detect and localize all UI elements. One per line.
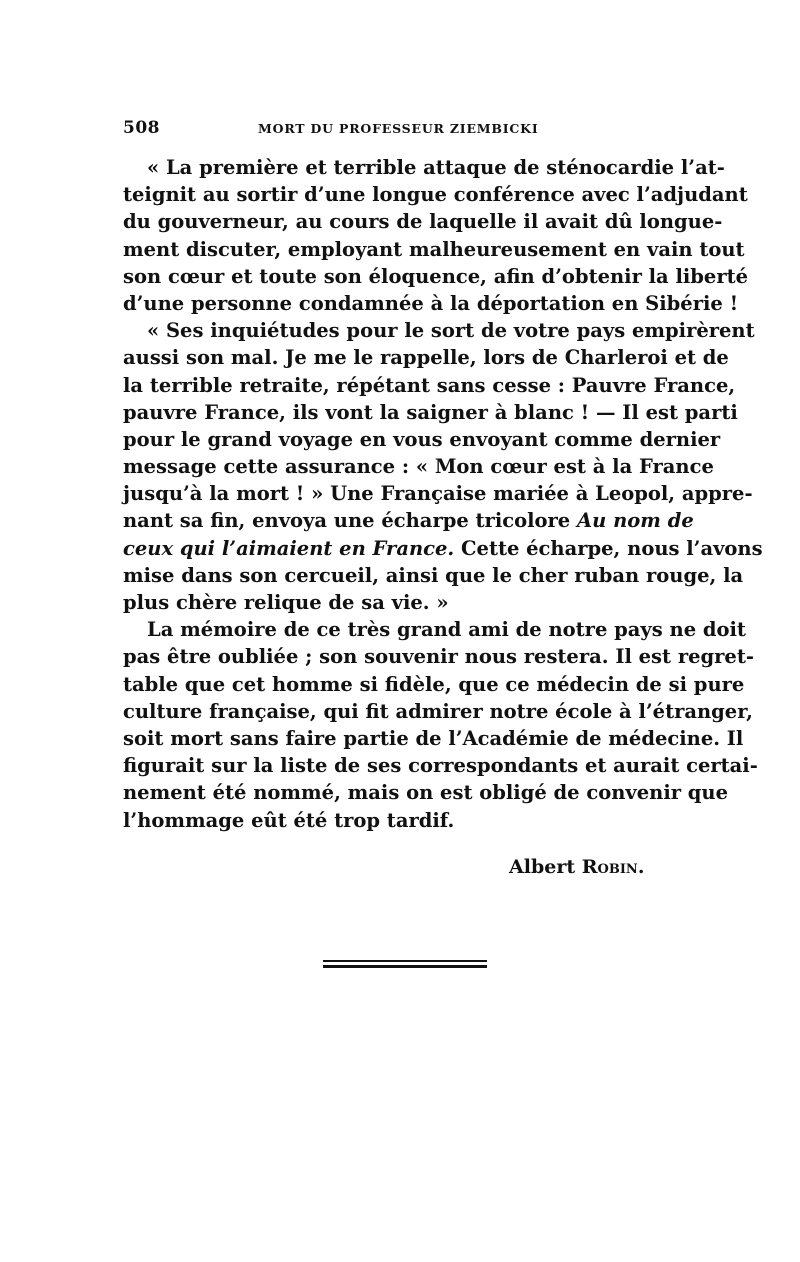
text-line: La mémoire de ce très grand ami de notre pays ne doit — [147, 618, 746, 642]
text-line: d’une personne condamnée à la déportation en Sibérie ! — [123, 291, 739, 315]
signature-period: . — [637, 856, 645, 878]
text-line: culture française, qui fit admirer notre école à l’étranger, — [123, 699, 753, 723]
text-line: l’hommage eût été trop tardif. — [123, 808, 455, 832]
text-line: soit mort sans faire partie de l’Académie de médecine. Il — [123, 726, 744, 750]
text-line: « La première et terrible attaque de sténocardie l’at- — [147, 156, 725, 179]
text-line: du gouverneur, au cours de laquelle il avait dû longue- — [123, 210, 723, 234]
text-line: pour le grand voyage en vous envoyant comme dernier — [123, 427, 721, 451]
running-title: MORT DU PROFESSEUR ZIEMBICKI — [258, 121, 539, 136]
text-segment: Cette écharpe, nous l’avons — [461, 536, 763, 560]
italic-segment: ceux qui l’aimaient en France. — [123, 536, 455, 560]
end-rule-thin — [323, 960, 487, 962]
italic-segment: Au nom de — [577, 509, 694, 533]
text-line: mise dans son cercueil, ainsi que le cher ruban rouge, la — [123, 563, 744, 587]
page-header — [123, 118, 643, 140]
text-line: pas être oubliée ; son souvenir nous restera. Il est regret- — [123, 645, 754, 669]
end-rule-thick — [323, 965, 487, 968]
text-line: nement été nommé, mais on est obligé de convenir que — [123, 781, 729, 805]
text-line-mixed — [123, 507, 694, 534]
text-line: la terrible retraite, répétant sans cesse : Pauvre France, — [123, 373, 736, 397]
text-line: table que cet homme si fidèle, que ce médecin de si pure — [123, 672, 745, 696]
body-text — [123, 154, 763, 834]
text-line-mixed — [123, 535, 763, 562]
signature — [509, 856, 644, 878]
text-line: son cœur et toute son éloquence, afin d’obtenir la liberté — [123, 264, 749, 288]
text-line: figurait sur la liste de ses correspondants et aurait certai- — [123, 754, 758, 778]
text-line: pauvre France, ils vont la saigner à blanc ! — Il est parti — [123, 400, 738, 424]
text-line: aussi son mal. Je me le rappelle, lors de Charleroi et de — [123, 346, 729, 370]
text-line: teignit au sortir d’une longue conférence avec l’adjudant — [123, 183, 748, 207]
text-line: « Ses inquiétudes pour le sort de votre pays empirèrent — [147, 319, 755, 343]
signature-last-name: Robin — [581, 856, 638, 878]
text-segment: nant sa fin, envoya une écharpe tricolore — [123, 509, 571, 533]
text-line: plus chère relique de sa vie. » — [123, 591, 449, 614]
text-line: jusqu’à la mort ! » Une Française mariée à Leopol, appre- — [123, 482, 753, 506]
text-line: message cette assurance : « Mon cœur est à la France — [123, 455, 714, 479]
page-number: 508 — [123, 118, 160, 138]
signature-first-name: Albert — [509, 856, 576, 878]
text-line: ment discuter, employant malheureusement en vain tout — [123, 237, 745, 261]
